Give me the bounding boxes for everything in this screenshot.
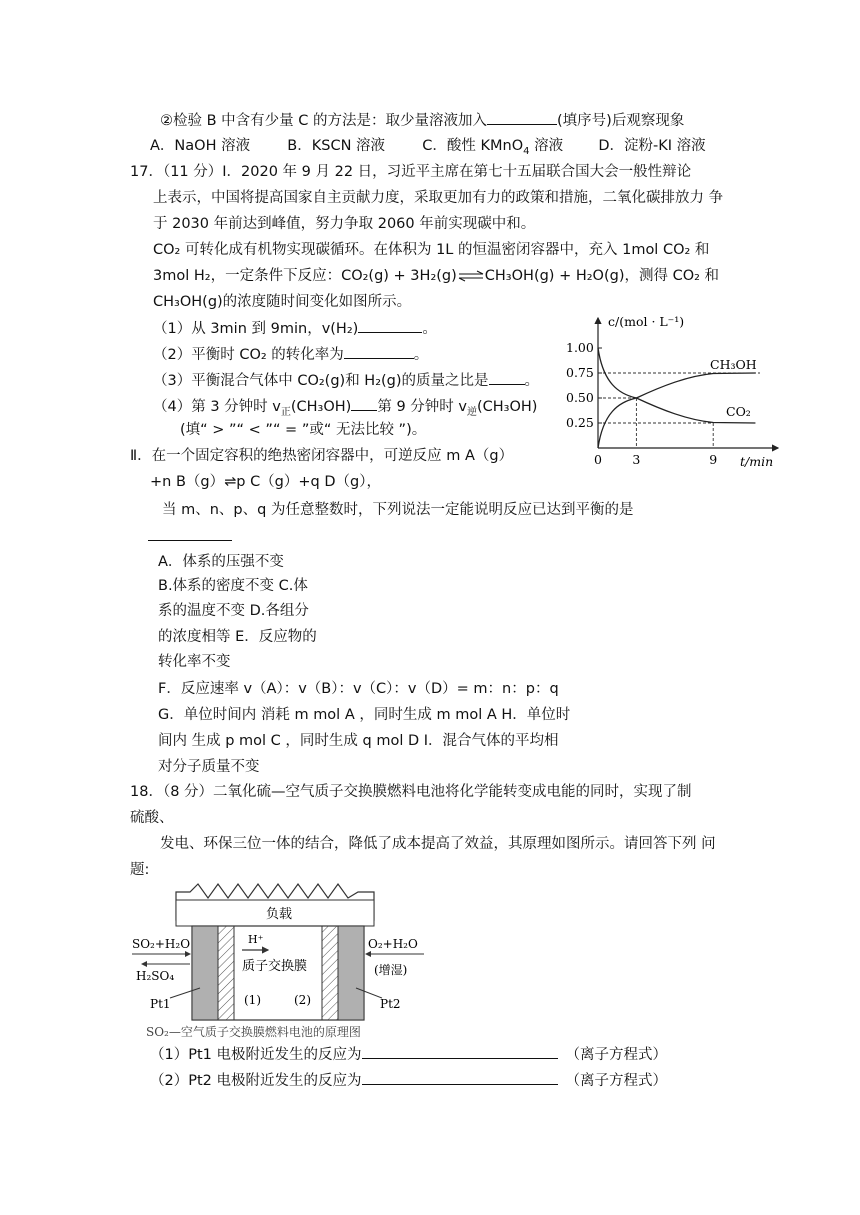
y-axis-label: c/(mol · L⁻¹) — [608, 314, 685, 329]
sub-question-1: （1）从 3min 到 9min，v(H₂) 。 — [153, 318, 437, 339]
choice-d: 的浓度相等 E．反应物的 — [158, 629, 317, 645]
x-tick-labels — [594, 452, 717, 467]
y-tick-label: 0.75 — [566, 365, 594, 380]
pt2-label: Pt2 — [380, 997, 401, 1011]
q17-text: CO₂ 可转化成有机物实现碳循环。在体积为 1L 的恒温密闭容器中，充入 1mol CO₂ 和 — [153, 242, 710, 258]
series-label-co2: CO₂ — [726, 404, 751, 419]
choice-b: B.体系的密度不变 C.体 — [158, 578, 308, 594]
q18-sub-1: （1）Pt1 电极附近发生的反应为 （离子方程式） — [150, 1044, 667, 1065]
x-tick-label: 3 — [632, 452, 641, 467]
choice-e: 转化率不变 — [158, 654, 231, 670]
region-2-label: (2) — [294, 993, 311, 1007]
q18-intro: 硫酸、 — [130, 810, 174, 826]
y-tick-label: 1.00 — [566, 340, 594, 355]
q18-intro: 18．（8 分）二氧化硫—空气质子交换膜燃料电池将化学能转变成电能的同时，实现了制 — [130, 784, 692, 800]
q17-text: CH₃OH(g)的浓度随时间变化如图所示。 — [153, 294, 412, 310]
sub-question-4-hint: (填“ > ”“ < ”“ = ”或“ 无法比较 ”)。 — [180, 422, 427, 438]
answer-blank[interactable] — [362, 1044, 558, 1059]
option-a: A．NaOH 溶液 — [150, 138, 251, 154]
choice-g: G．单位时间内 消耗 m mol A ，同时生成 m mol A H．单位时 — [158, 707, 571, 723]
y-tick-labels — [566, 340, 602, 430]
option-b: B．KSCN 溶液 — [287, 138, 386, 154]
options-line — [150, 136, 706, 162]
equilibrium-arrow-icon — [457, 269, 485, 283]
q18-intro: 题: — [130, 862, 150, 878]
answer-blank[interactable] — [489, 370, 525, 385]
right-input-label: O₂+H₂O — [368, 937, 418, 951]
choice-h: 间内 生成 p mol C ，同时生成 q mol D I．混合气体的平均相 — [158, 733, 559, 749]
answer-blank[interactable] — [344, 344, 414, 359]
x-tick-label: 0 — [594, 452, 602, 467]
q17-intro: 上表示，中国将提高国家自主贡献力度，采取更加有力的政策和措施，二氧化碳排放力 争 — [153, 190, 724, 206]
electrode-pt2 — [338, 926, 364, 1020]
catalyst-layer-right — [322, 926, 338, 1020]
q17-reaction-line: 3mol H₂，一定条件下反应：CO₂(g) + 3H₂(g) CH₃OH(g) + H₂O(g)，测得 CO₂ 和 — [153, 268, 720, 284]
fuel-cell-diagram — [128, 880, 428, 1042]
chart-axes — [598, 318, 778, 448]
text: ②检验 B 中含有少量 C 的方法是：取少量溶液加入 — [160, 113, 488, 129]
choice-a: A．体系的压强不变 — [158, 554, 284, 570]
membrane-label: 质子交换膜 — [242, 959, 308, 974]
electrode-pt1 — [192, 926, 218, 1020]
q18-intro: 发电、环保三位一体的结合，降低了成本提高了效益，其原理如图所示。请回答下列 问 — [160, 836, 716, 852]
part-ii-question: 当 m、n、p、q 为任意整数时，下列说法一定能说明反应已达到平衡的是 — [162, 502, 634, 518]
question-line — [160, 110, 684, 131]
left-output-label: H₂SO₄ — [136, 969, 175, 983]
q17-intro: 17．（11 分）Ⅰ．2020 年 9 月 22 日，习近平主席在第七十五届联合国大会一般性辩论 — [130, 164, 692, 180]
answer-blank[interactable] — [358, 318, 422, 333]
choice-i: 对分子质量不变 — [158, 759, 260, 775]
answer-blank[interactable] — [351, 396, 377, 411]
q18-sub-2: （2）Pt2 电极附近发生的反应为 （离子方程式） — [150, 1070, 667, 1091]
y-tick-label: 0.25 — [566, 415, 594, 430]
proton-label: H⁺ — [248, 933, 264, 946]
sub-question-2: （2）平衡时 CO₂ 的转化率为 。 — [153, 344, 428, 365]
load-label: 负载 — [266, 907, 293, 922]
series-label-ch3oh: CH₃OH — [710, 357, 757, 372]
answer-blank[interactable] — [487, 110, 557, 125]
diagram-caption: SO₂—空气质子交换膜燃料电池的原理图 — [146, 1025, 361, 1039]
pt1-label: Pt1 — [150, 997, 171, 1011]
right-note-label: (增湿) — [374, 963, 408, 977]
answer-blank[interactable] — [362, 1070, 558, 1085]
choice-f: F．反应速率 v（A）：v（B）：v（C）：v（D）= m：n：p：q — [158, 681, 559, 697]
left-input-label: SO₂+H₂O — [132, 937, 191, 951]
part-ii-text: +n B（g）⇌p C（g）+q D（g）， — [150, 474, 381, 490]
x-axis-label: t/min — [740, 454, 774, 469]
choice-c: 系的温度不变 D.各组分 — [158, 603, 309, 619]
q17-intro: 于 2030 年前达到峰值，努力争取 2060 年前实现碳中和。 — [153, 216, 536, 232]
sub-question-4: （4）第 3 分钟时 $v_正(CH_3OH)$ 第 9 分钟时 $v_逆(CH_3OH)$ — [153, 396, 537, 423]
region-1-label: (1) — [244, 993, 261, 1007]
text: (填序号)后观察现象 — [557, 113, 685, 129]
concentration-time-chart — [560, 306, 790, 472]
answer-blank[interactable] — [148, 540, 232, 541]
y-tick-label: 0.50 — [566, 390, 594, 405]
catalyst-layer-left — [218, 926, 234, 1020]
x-tick-label: 9 — [709, 452, 718, 467]
option-c: C．酸性 KMnO$_4$ 溶液 — [422, 138, 564, 157]
sub-question-3: （3）平衡混合气体中 CO₂(g)和 H₂(g)的质量之比是 。 — [153, 370, 539, 391]
part-ii-text: Ⅱ．在一个固定容积的绝热密闭容器中，可逆反应 m A（g） — [130, 448, 514, 464]
option-d: D．淀粉-KI 溶液 — [598, 138, 706, 154]
